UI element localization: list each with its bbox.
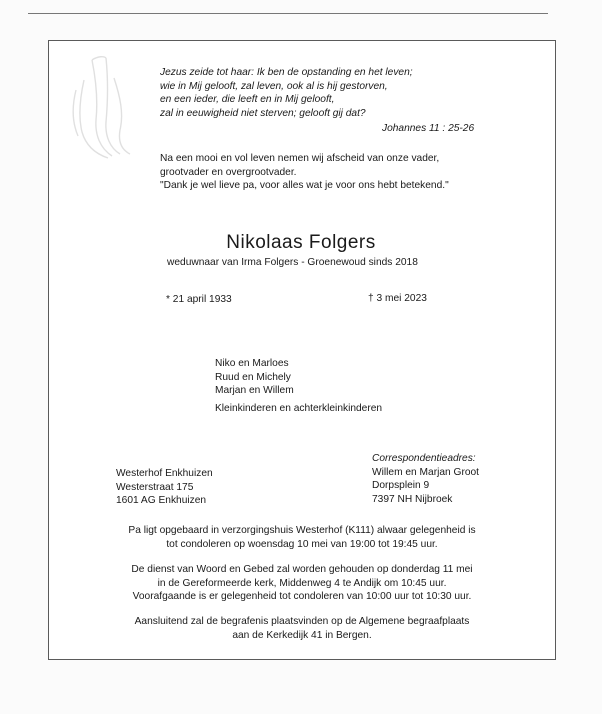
location-line: 1601 AG Enkhuizen xyxy=(116,495,207,507)
scripture-verse xyxy=(160,66,490,120)
service-info xyxy=(60,563,544,604)
birth-date: * 21 april 1933 xyxy=(166,294,232,305)
verse-line: en een ieder, die leeft en in Mij gelooft, xyxy=(160,94,335,106)
verse-line: wie in Mij gelooft, zal leven, ook al is hij gestorven, xyxy=(160,80,388,92)
farewell-line: "Dank je wel lieve pa, voor alles wat je voor ons hebt betekend." xyxy=(160,180,449,192)
burial-info xyxy=(60,615,544,642)
location-line: Westerhof Enkhuizen xyxy=(116,468,213,479)
grandchildren-line: Kleinkinderen en achterkleinkinderen xyxy=(215,403,383,414)
correspondence-label: Correspondentieadres: xyxy=(372,453,476,464)
correspondence-line: Willem en Marjan Groot xyxy=(372,466,479,478)
farewell-line: Na een mooi en vol leven nemen wij afscheid van onze vader, xyxy=(160,153,440,164)
correspondence-line: 7397 NH Nijbroek xyxy=(372,493,453,505)
verse-reference: Johannes 11 : 25-26 xyxy=(382,123,475,134)
family-member: Marjan en Willem xyxy=(215,385,294,397)
info-line: aan de Kerkedijk 41 in Bergen. xyxy=(232,629,372,641)
info-line: Voorafgaande is er gelegenheid tot condoleren van 10:00 uur tot 10:30 uur. xyxy=(132,591,472,603)
location-line: Westerstraat 175 xyxy=(116,481,194,493)
info-line: Aansluitend zal de begrafenis plaatsvinden op de Algemene begraafplaats xyxy=(134,616,470,627)
top-rule xyxy=(28,13,548,14)
farewell-text xyxy=(160,152,520,193)
info-line: De dienst van Woord en Gebed zal worden gehouden op donderdag 11 mei xyxy=(131,564,473,575)
praying-hands-icon xyxy=(62,50,142,162)
viewing-info xyxy=(60,524,544,551)
info-line: in de Gereformeerde kerk, Middenweg 4 te Andijk om 10:45 uur. xyxy=(157,577,447,589)
verse-line: zal in eeuwigheid niet sterven; gelooft gij dat? xyxy=(160,107,366,119)
farewell-line: grootvader en overgrootvader. xyxy=(160,166,297,178)
family-member: Niko en Marloes xyxy=(215,358,289,369)
correspondence-address xyxy=(372,452,479,506)
verse-line: Jezus zeide tot haar: Ik ben de opstanding en het leven; xyxy=(160,67,413,78)
correspondence-line: Dorpsplein 9 xyxy=(372,480,430,492)
viewing-location xyxy=(116,467,213,508)
widower-line: weduwnaar van Irma Folgers - Groenewoud sinds 2018 xyxy=(167,257,418,268)
info-line: Pa ligt opgebaard in verzorgingshuis Westerhof (K111) alwaar gelegenheid is xyxy=(128,525,476,536)
deceased-name: Nikolaas Folgers xyxy=(226,232,376,253)
info-line: tot condoleren op woensdag 10 mei van 19:00 tot 19:45 uur. xyxy=(166,538,438,550)
family-member: Ruud en Michely xyxy=(215,371,291,383)
family-list xyxy=(215,357,294,398)
death-date: † 3 mei 2023 xyxy=(368,293,427,304)
